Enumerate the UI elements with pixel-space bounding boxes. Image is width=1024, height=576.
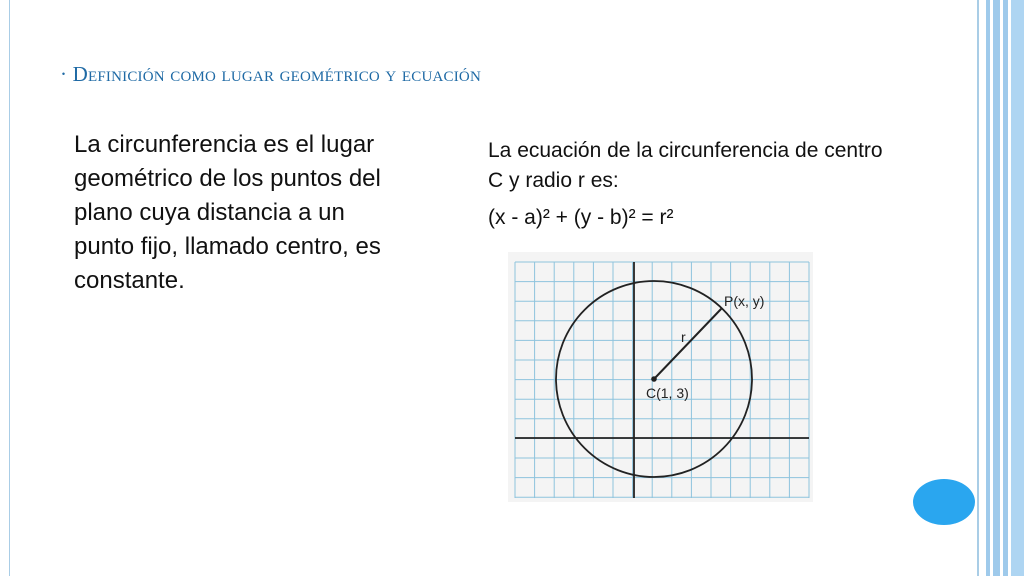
point-p-label: P(x, y) (724, 293, 765, 309)
frame-stripe (993, 0, 1000, 576)
slide-title: · Definición como lugar geométrico y ecuación (60, 62, 481, 86)
equation-intro: La ecuación de la circunferencia de centro C y radio r es: (488, 139, 883, 192)
center-label: C(1, 3) (646, 385, 689, 401)
circle-graph (500, 252, 816, 502)
definition-paragraph: La circunferencia es el lugar geométrico de los puntos del plano cuya distancia a un punto fijo, llamado centro, es constante. (74, 131, 381, 294)
circle-equation: (x - a)² + (y - b)² = r² (488, 206, 674, 229)
frame-stripe (1011, 0, 1024, 576)
frame-stripe (1003, 0, 1008, 576)
center-point (651, 376, 657, 382)
equation-block (488, 136, 888, 233)
frame-stripe (986, 0, 990, 576)
next-slide-button[interactable] (913, 479, 975, 525)
frame-left-line (9, 0, 10, 576)
radius-label: r (681, 329, 686, 345)
frame-right-line (977, 0, 979, 576)
